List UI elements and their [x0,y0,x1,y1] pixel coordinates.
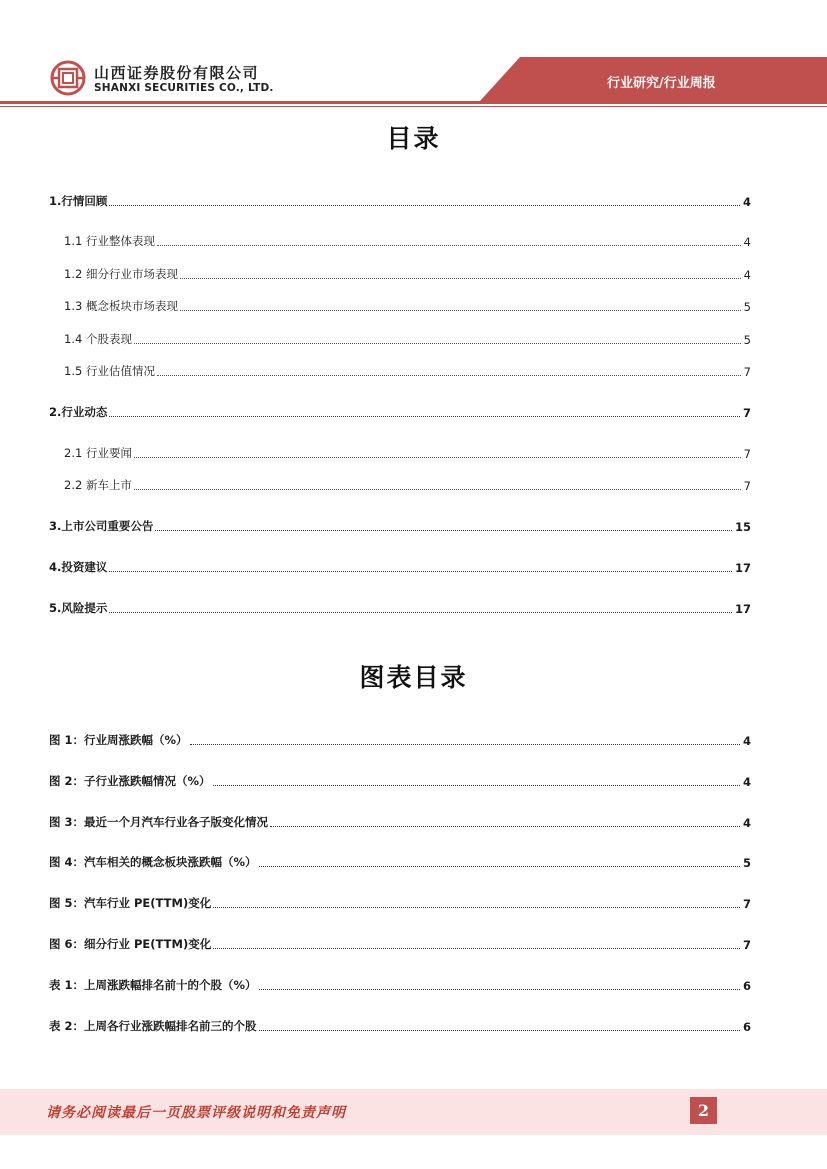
figure-item-label: 图 3：最近一个月汽车行业各子版变化情况 [49,815,269,829]
figure-item[interactable] [49,773,751,789]
figure-item[interactable] [49,895,751,911]
toc-item-page: 5 [743,300,751,314]
company-name-cn: 山西证券股份有限公司 [94,64,260,82]
toc-item-page: 17 [734,602,751,616]
toc-item[interactable] [64,477,751,493]
toc-item-page: 7 [743,479,751,493]
figure-item-page: 4 [742,816,751,830]
toc-item[interactable] [49,559,751,575]
toc-item-label: 1.4 个股表现 [64,332,132,346]
leader-dots [109,205,740,206]
toc-item-page: 7 [743,365,751,379]
figure-item[interactable] [49,936,751,952]
toc-item-label: 5.风险提示 [49,601,108,615]
figure-item[interactable] [49,814,751,830]
figure-item-page: 5 [742,856,751,870]
toc-item-page: 7 [742,406,751,420]
toc-item-label: 4.投资建议 [49,560,108,574]
toc-item-page: 7 [743,447,751,461]
leader-dots [134,457,741,458]
figure-item-page: 4 [742,734,751,748]
leader-dots [155,530,732,531]
leader-dots [259,866,740,867]
leader-dots [270,826,740,827]
leader-dots [109,612,732,613]
leader-dots [259,1030,740,1031]
toc-item-label: 1.2 细分行业市场表现 [64,267,178,281]
leader-dots [180,310,741,311]
page-header [0,0,827,112]
figures-toc-title: 图表目录 [359,663,468,692]
figure-item-page: 4 [742,775,751,789]
figure-item-page: 6 [742,979,751,993]
toc-item-label: 1.行情回顾 [49,194,108,208]
leader-dots [180,278,741,279]
leader-dots [213,948,740,949]
page-number: 2 [690,1097,717,1124]
toc-title: 目录 [386,124,441,153]
figure-item-label: 图 2：子行业涨跌幅情况（%） [49,774,211,788]
figure-item-page: 7 [742,938,751,952]
toc-item-label: 2.行业动态 [49,405,108,419]
toc-item[interactable] [64,445,751,461]
figure-item-page: 7 [742,897,751,911]
toc-item[interactable] [64,363,751,379]
toc-item[interactable] [64,233,751,249]
figure-item-label: 图 4：汽车相关的概念板块涨跌幅（%） [49,855,257,869]
toc-item-label: 1.3 概念板块市场表现 [64,299,178,313]
toc-item[interactable] [49,193,751,209]
header-rule [0,101,827,104]
leader-dots [157,375,741,376]
toc-item[interactable] [49,518,751,534]
figure-item[interactable] [49,732,751,748]
leader-dots [109,571,732,572]
toc-item-page: 17 [734,561,751,575]
leader-dots [157,245,741,246]
toc-item-label: 2.2 新车上市 [64,478,132,492]
company-name-en: SHANXI SECURITIES CO., LTD. [94,82,274,94]
figure-item[interactable] [49,1018,751,1034]
header-rule-thin [0,106,827,107]
toc-item[interactable] [49,600,751,616]
leader-dots [259,989,740,990]
toc-item-page: 15 [734,520,751,534]
figure-item-page: 6 [742,1020,751,1034]
leader-dots [213,907,740,908]
leader-dots [109,416,740,417]
figure-item-label: 表 1：上周涨跌幅排名前十的个股（%） [49,978,257,992]
leader-dots [134,489,741,490]
toc-item-label: 3.上市公司重要公告 [49,519,154,533]
figure-item[interactable] [49,977,751,993]
report-type-label: 行业研究/行业周报 [607,76,716,91]
toc-item-label: 1.1 行业整体表现 [64,234,155,248]
figure-item-label: 图 1：行业周涨跌幅（%） [49,733,188,747]
toc-item-page: 4 [742,195,751,209]
leader-dots [190,744,740,745]
toc-item[interactable] [49,404,751,420]
figure-item-label: 表 2：上周各行业涨跌幅排名前三的个股 [49,1019,257,1033]
toc-item[interactable] [64,298,751,314]
figure-item-label: 图 5：汽车行业 PE(TTM)变化 [49,896,212,910]
toc-item-label: 1.5 行业估值情况 [64,364,155,378]
toc-item-page: 4 [743,235,751,249]
toc-item-page: 4 [743,268,751,282]
toc-item[interactable] [64,331,751,347]
toc-item[interactable] [64,266,751,282]
leader-dots [134,343,741,344]
disclaimer-text: 请务必阅读最后一页股票评级说明和免责声明 [46,1105,346,1121]
toc-item-page: 5 [743,333,751,347]
toc-item-label: 2.1 行业要闻 [64,446,132,460]
figure-item[interactable] [49,854,751,870]
figure-item-label: 图 6：细分行业 PE(TTM)变化 [49,937,212,951]
leader-dots [213,785,740,786]
company-logo-icon [50,60,86,96]
